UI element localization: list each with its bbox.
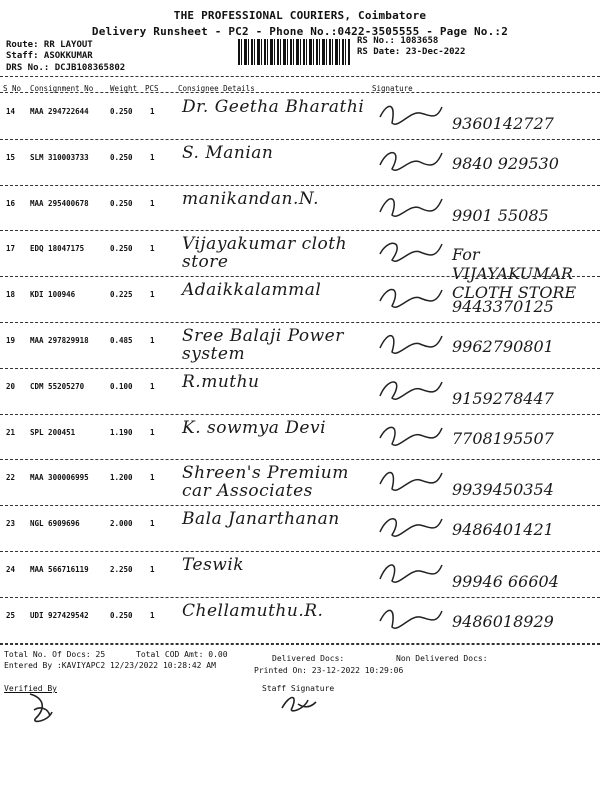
row-sno: 22 xyxy=(6,473,16,483)
row-consignment-no: SPL 200451 xyxy=(30,427,76,437)
row-pcs: 1 xyxy=(150,565,155,574)
row-weight: 2.250 xyxy=(110,565,133,574)
route-label: Route: RR LAYOUT xyxy=(6,40,93,50)
row-signature: 9443370125 xyxy=(452,297,554,317)
row-consignment-no: MAA 300006995 xyxy=(30,473,89,483)
table-row xyxy=(0,369,600,415)
col-header-sno: S No xyxy=(3,84,22,93)
row-consignee: Shreen's Premium car Associates xyxy=(182,463,349,502)
row-consignee: Dr. Geetha Bharathi xyxy=(182,97,365,117)
row-signature-scribble xyxy=(376,189,446,225)
row-sno: 16 xyxy=(6,198,16,208)
verified-signature-mark xyxy=(22,688,62,728)
row-signature-scribble xyxy=(376,97,446,133)
table-row xyxy=(0,552,600,598)
row-signature: 9939450354 xyxy=(452,480,554,500)
row-signature-scribble xyxy=(376,234,446,270)
row-consignment-no: MAA 294722644 xyxy=(30,107,89,116)
delivered-docs: Delivered Docs: xyxy=(272,654,345,663)
row-signature: 9360142727 xyxy=(452,114,554,133)
row-consignment-no: UDI 927429542 xyxy=(30,610,89,620)
table-row xyxy=(0,94,600,140)
row-weight: 0.225 xyxy=(110,290,133,300)
row-signature-scribble xyxy=(376,509,446,545)
row-consignee: R.muthu xyxy=(182,371,260,392)
row-consignment-no: MAA 566716119 xyxy=(30,565,89,574)
row-weight: 0.485 xyxy=(110,336,133,345)
row-consignment-no: EDQ 18047175 xyxy=(30,244,85,254)
row-sno: 25 xyxy=(6,610,16,620)
row-pcs: 1 xyxy=(150,152,155,162)
table-row xyxy=(0,415,600,461)
drs-number: DRS No.: DCJB108365802 xyxy=(6,63,126,73)
company-title: THE PROFESSIONAL COURIERS, Coimbatore xyxy=(173,9,427,22)
header-divider xyxy=(0,76,600,77)
row-consignee: Bala Janarthanan xyxy=(182,509,340,530)
row-signature: 9840 929530 xyxy=(452,153,559,173)
table-row xyxy=(0,460,600,506)
row-signature-scribble xyxy=(376,555,446,591)
row-signature: 9962790801 xyxy=(452,337,554,356)
row-signature-scribble xyxy=(376,280,446,316)
row-consignment-no: NGL 6909696 xyxy=(30,519,80,529)
row-pcs: 1 xyxy=(150,290,155,300)
rs-date: RS Date: 23-Dec-2022 xyxy=(357,47,466,57)
row-sno: 23 xyxy=(6,519,16,529)
row-consignee: Chellamuthu.R. xyxy=(182,600,324,621)
row-signature-scribble xyxy=(376,372,446,408)
staff-signature-mark xyxy=(278,690,318,716)
row-signature-scribble xyxy=(376,143,446,179)
runsheet-subtitle: Delivery Runsheet - PC2 - Phone No.:0422-3505555 - Page No.:2 xyxy=(91,25,509,38)
row-weight: 0.250 xyxy=(110,107,133,116)
table-bottom-divider xyxy=(0,644,600,645)
row-weight: 0.250 xyxy=(110,198,133,208)
row-pcs: 1 xyxy=(150,381,155,391)
table-row xyxy=(0,186,600,232)
entered-by: Entered By :KAVIYAPC2 12/23/2022 10:28:42 AM xyxy=(4,661,216,670)
row-consignee: Adaikkalammal xyxy=(182,280,322,301)
row-sno: 17 xyxy=(6,244,16,254)
total-docs: Total No. Of Docs: 25 xyxy=(4,650,106,659)
row-consignee: K. sowmya Devi xyxy=(182,417,327,438)
row-consignee: Teswik xyxy=(182,555,245,575)
row-sno: 14 xyxy=(6,107,16,116)
row-sno: 18 xyxy=(6,290,16,300)
verified-by-label: Verified By xyxy=(4,684,57,693)
row-consignee: manikandan.N. xyxy=(182,188,320,209)
table-row xyxy=(0,506,600,552)
row-signature-scribble xyxy=(376,601,446,637)
row-pcs: 1 xyxy=(150,519,155,529)
table-row xyxy=(0,140,600,186)
col-header-pcs: PCS xyxy=(145,84,159,93)
row-weight: 1.190 xyxy=(110,427,133,437)
printed-on: Printed On: 23-12-2022 10:29:06 xyxy=(254,666,404,675)
row-weight: 2.000 xyxy=(110,519,133,529)
row-consignment-no: KDI 100946 xyxy=(30,290,76,300)
row-sno: 21 xyxy=(6,427,16,437)
row-signature-scribble xyxy=(376,326,446,362)
row-sno: 24 xyxy=(6,565,16,574)
row-consignee: S. Manian xyxy=(182,142,274,163)
row-signature-scribble xyxy=(376,418,446,454)
row-sno: 19 xyxy=(6,336,16,345)
row-pcs: 1 xyxy=(150,244,155,254)
col-header-signature: Signature xyxy=(372,84,413,93)
row-consignment-no: MAA 295400678 xyxy=(30,198,89,208)
row-pcs: 1 xyxy=(150,610,155,620)
col-header-consignee: Consignee Details xyxy=(178,84,255,93)
row-pcs: 1 xyxy=(150,427,155,437)
row-weight: 0.100 xyxy=(110,381,133,391)
row-pcs: 1 xyxy=(150,473,155,483)
col-header-consignment: Consignment No xyxy=(30,84,94,93)
table-row xyxy=(0,323,600,369)
row-consignment-no: SLM 310003733 xyxy=(30,152,89,162)
non-delivered-docs: Non Delivered Docs: xyxy=(396,654,488,663)
row-weight: 1.200 xyxy=(110,473,133,483)
row-consignment-no: CDM 55205270 xyxy=(30,381,85,391)
row-signature: 9486401421 xyxy=(452,520,554,540)
row-weight: 0.250 xyxy=(110,152,133,162)
row-pcs: 1 xyxy=(150,336,155,345)
row-pcs: 1 xyxy=(150,198,155,208)
row-signature-scribble xyxy=(376,463,446,499)
row-signature: 9486018929 xyxy=(452,611,554,631)
column-header-divider xyxy=(0,92,600,93)
rs-number: RS No.: 1083658 xyxy=(357,36,439,46)
row-signature: For VIJAYAKUMAR CLOTH STORE xyxy=(452,245,577,303)
row-consignee: Sree Balaji Power system xyxy=(182,326,344,364)
row-sno: 20 xyxy=(6,381,16,391)
row-sno: 15 xyxy=(6,152,16,162)
staff-label: Staff: ASOKKUMAR xyxy=(6,51,93,61)
table-row xyxy=(0,277,600,323)
row-weight: 0.250 xyxy=(110,610,133,620)
staff-signature-label: Staff Signature xyxy=(262,684,335,693)
row-consignment-no: MAA 297829918 xyxy=(30,336,89,345)
row-signature: 99946 66604 xyxy=(452,572,559,591)
barcode xyxy=(238,39,350,65)
row-weight: 0.250 xyxy=(110,244,133,254)
col-header-weight: Weight xyxy=(110,84,138,93)
row-consignee: Vijayakumar cloth store xyxy=(182,234,348,273)
row-signature: 9159278447 xyxy=(452,388,554,408)
total-cod: Total COD Amt: 0.00 xyxy=(136,650,228,659)
row-signature: 9901 55085 xyxy=(452,205,549,225)
table-row xyxy=(0,598,600,644)
row-signature: 7708195507 xyxy=(452,428,554,448)
row-pcs: 1 xyxy=(150,107,155,116)
